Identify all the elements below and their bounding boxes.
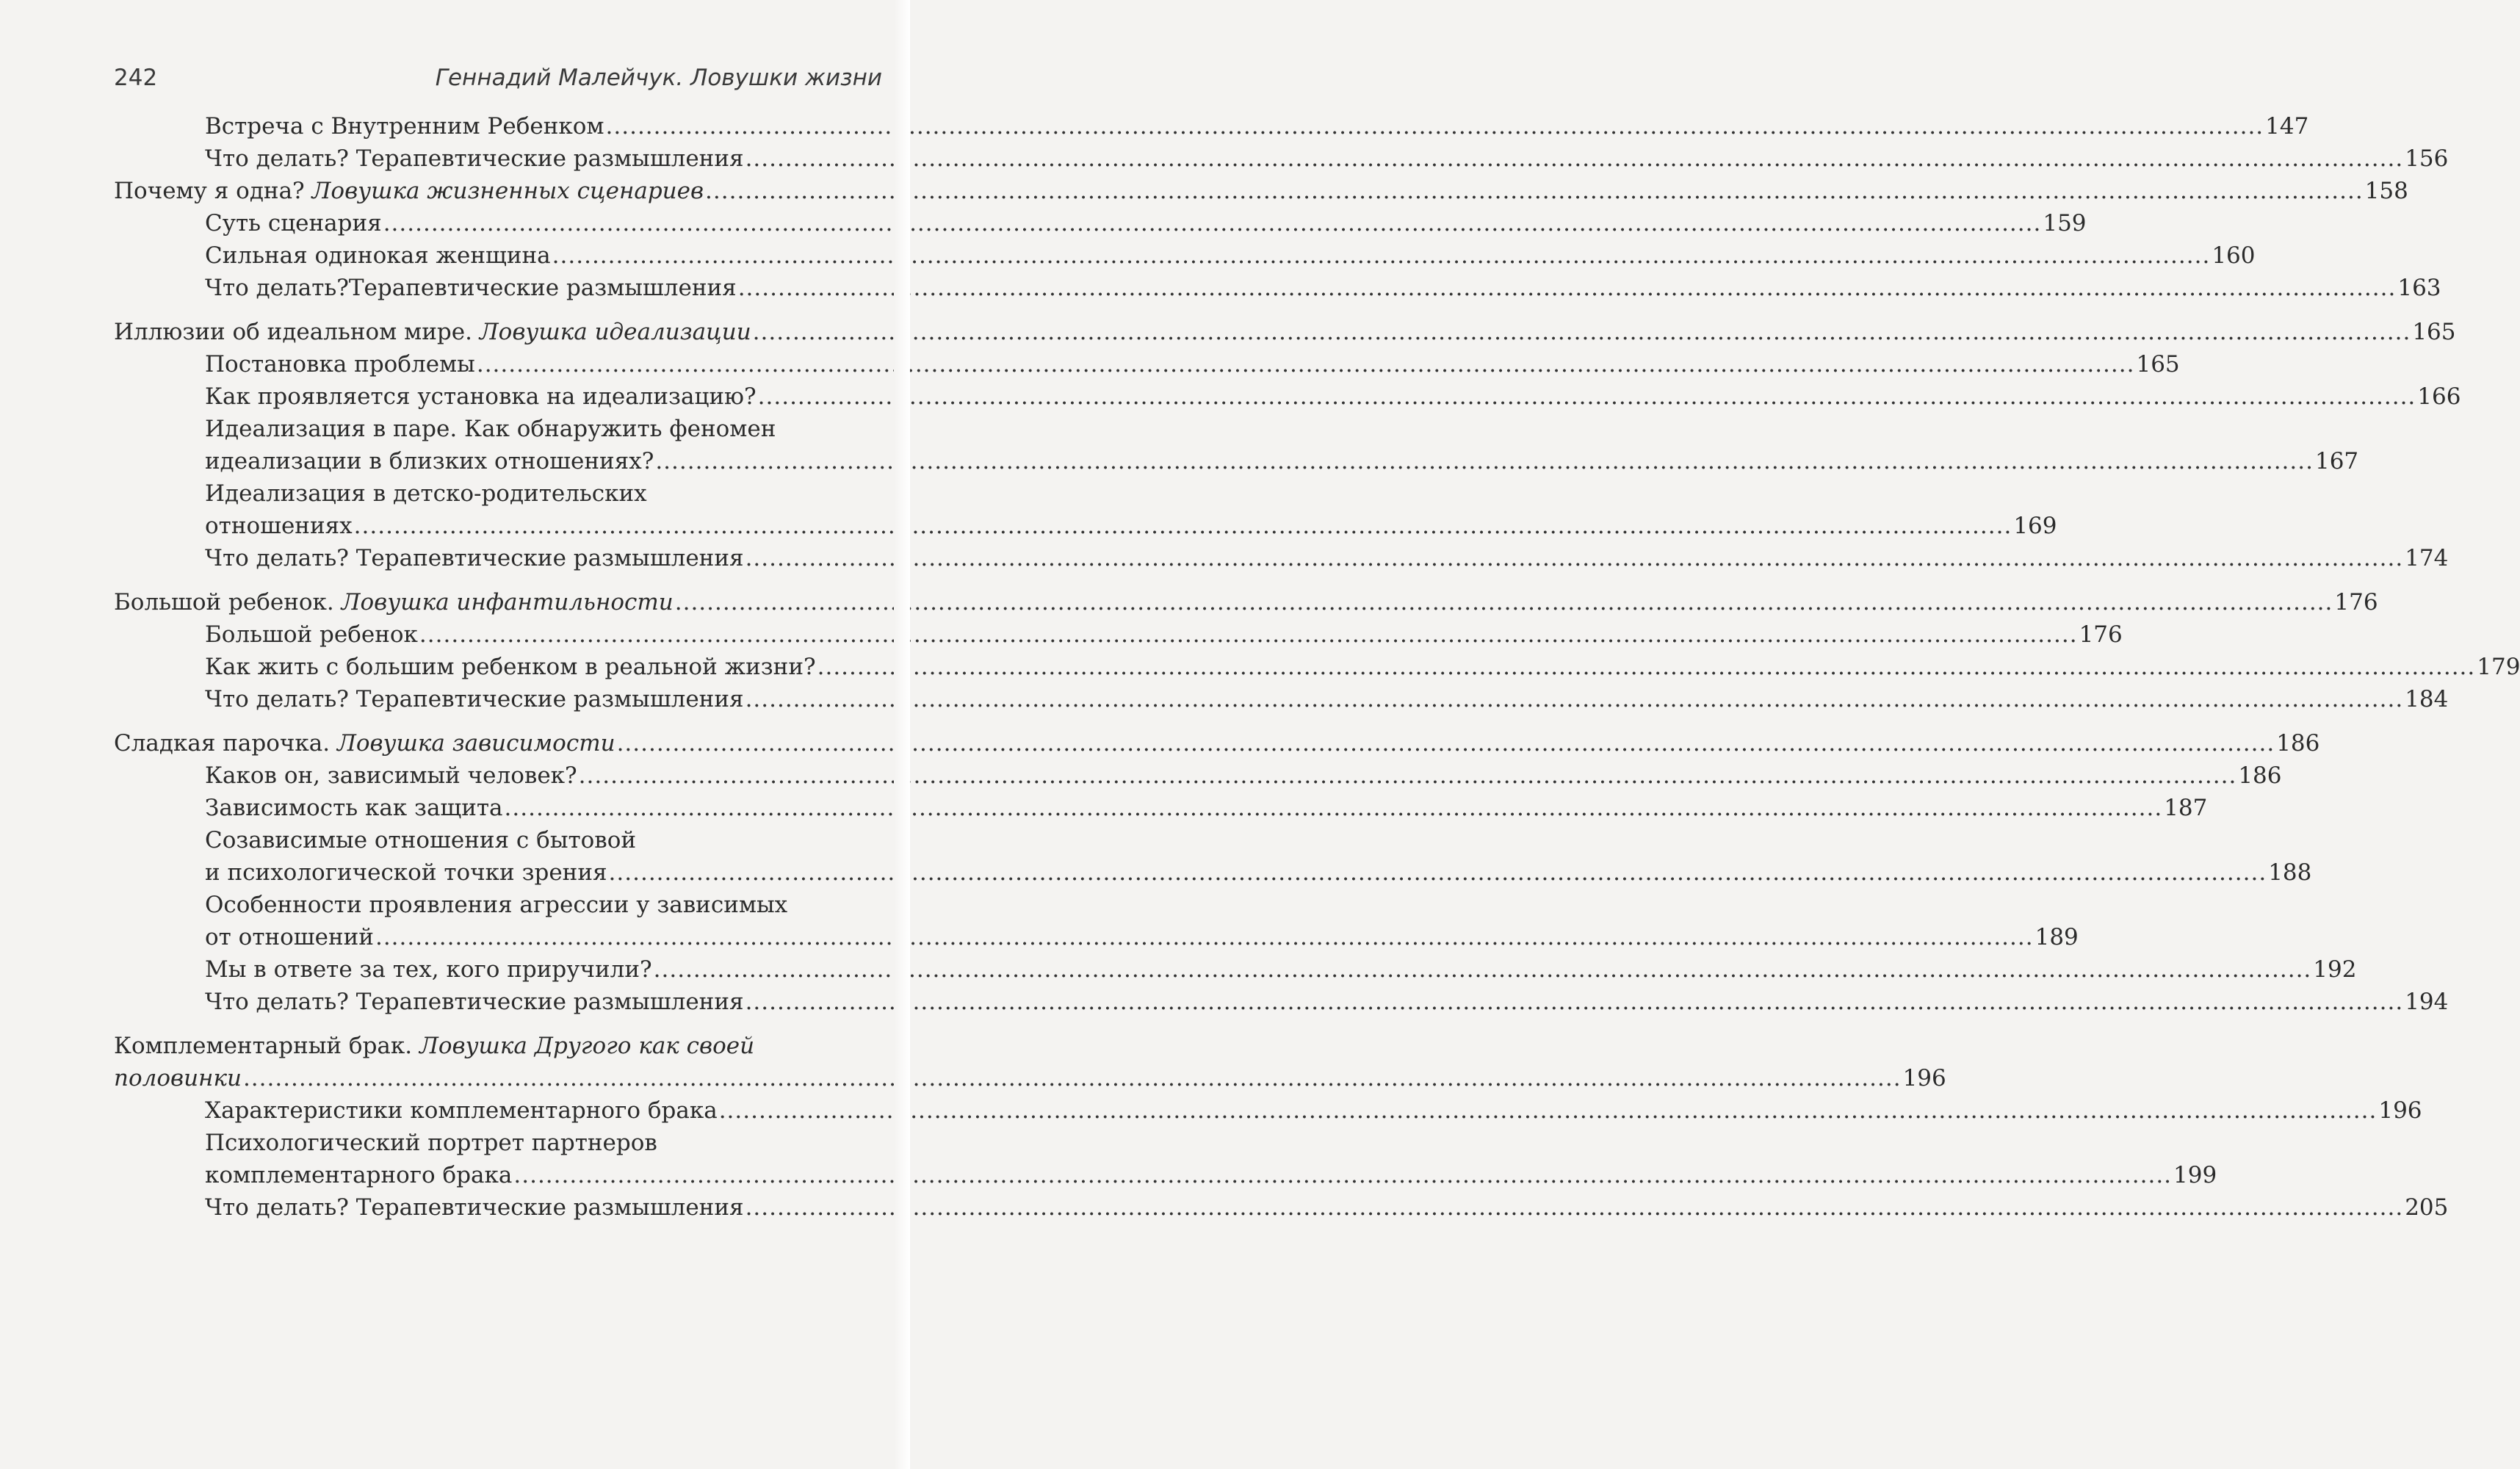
toc-entry-text: Суть сценария [205, 210, 382, 237]
toc-entry-line [114, 1062, 1946, 1094]
toc-entry-first-line [205, 889, 881, 921]
toc-entry-title [205, 856, 607, 889]
toc-entry-line [205, 272, 2441, 304]
toc-entry-text: Почему я одна? [114, 178, 305, 204]
toc-section [114, 1191, 2449, 1224]
toc-entry-title [205, 272, 737, 304]
dot-leader [383, 207, 2042, 239]
toc-entry-line [205, 792, 2208, 824]
toc-section [114, 1127, 2217, 1191]
toc-entry-line [205, 445, 2359, 477]
toc-entry-italic: Ловушка Другого как своей [419, 1033, 755, 1059]
toc-entry-text: Комплементарный брак. [114, 1033, 413, 1059]
toc-section [114, 142, 2449, 175]
dot-leader [719, 1094, 2378, 1127]
toc-entry-line [114, 586, 2378, 618]
running-title: Геннадий Малейчук. Ловушки жизни [435, 65, 882, 91]
toc-chapter [114, 175, 2408, 207]
dot-leader [705, 175, 2364, 207]
toc-section [114, 477, 2057, 542]
toc-page-number: 165 [2136, 351, 2180, 378]
dot-leader [745, 683, 2404, 715]
toc-entry-italic: Ловушка жизненных сценариев [311, 178, 704, 204]
toc-entry-text: Что делать? Терапевтические размышления [205, 989, 744, 1015]
toc-page-number: 192 [2313, 956, 2357, 983]
toc-page-number: 189 [2035, 924, 2079, 950]
dot-leader [505, 792, 2163, 824]
toc-entry-line [114, 727, 2320, 759]
toc-entry-text: и психологической точки зрения [205, 859, 607, 886]
toc-entry-line [205, 348, 2180, 380]
dot-leader [606, 110, 2264, 142]
toc-entry-first-line [205, 1127, 881, 1159]
toc-entry-title [205, 207, 382, 239]
dot-leader [513, 1159, 2172, 1191]
toc-entry-title [114, 586, 674, 618]
toc-entry-title [205, 953, 652, 986]
toc-entry-title [205, 1159, 512, 1191]
toc-entry-line [205, 683, 2449, 715]
page-number: 242 [114, 65, 158, 91]
toc-section [114, 207, 2087, 239]
dot-leader [817, 651, 2476, 683]
toc-page-number: 186 [2276, 730, 2320, 757]
toc-page-number: 194 [2405, 989, 2449, 1015]
toc-entry-title [205, 986, 744, 1018]
toc-page-number: 165 [2412, 319, 2456, 345]
toc-page-number: 199 [2173, 1162, 2217, 1188]
toc-entry-text: Большой ребенок. [114, 589, 334, 616]
dot-leader [552, 239, 2211, 272]
toc-page-number: 147 [2265, 113, 2309, 140]
toc-entry-text: Характеристики комплементарного брака [205, 1097, 718, 1124]
dot-leader [745, 1191, 2404, 1224]
page-edge [894, 0, 910, 1469]
toc-section [114, 889, 2079, 953]
toc-entry-line [205, 651, 2520, 683]
toc-page-number: 158 [2364, 178, 2408, 204]
toc-entry-text: Постановка проблемы [205, 351, 475, 378]
toc-entry-title [114, 316, 751, 348]
dot-leader [375, 921, 2034, 953]
toc-entry-text: Идеализация в детско-родительских [205, 480, 647, 507]
toc-entry-title [114, 175, 704, 207]
toc-chapter [114, 316, 2456, 348]
toc-entry-text: Как проявляется установка на идеализацию? [205, 383, 757, 410]
toc-page-number: 188 [2268, 859, 2312, 886]
toc-page-number: 176 [2334, 589, 2378, 616]
toc-entry-first-line [114, 1030, 881, 1062]
toc-entry-text: Созависимые отношения с бытовой [205, 827, 637, 853]
toc-entry-text: Иллюзии об идеальном мире. [114, 319, 472, 345]
toc-entry-italic: Ловушка зависимости [336, 730, 615, 757]
dot-leader [579, 759, 2237, 792]
toc-section [114, 413, 2359, 477]
toc-entry-title [205, 510, 353, 542]
dot-leader [609, 856, 2267, 889]
toc-entry-text: Каков он, зависимый человек? [205, 762, 577, 789]
dot-leader [419, 618, 2078, 651]
toc-entry-text: от отношений [205, 924, 374, 950]
toc-section [114, 542, 2449, 574]
toc-page-number: 184 [2405, 686, 2449, 712]
toc-entry-text: Мы в ответе за тех, кого приручили? [205, 956, 652, 983]
dot-leader [753, 316, 2411, 348]
dot-leader [477, 348, 2135, 380]
toc-entry-title [114, 1062, 242, 1094]
toc-entry-text: Что делать? Терапевтические размышления [205, 145, 744, 172]
toc-section [114, 618, 2123, 651]
toc-entry-line [205, 110, 2309, 142]
dot-leader [738, 272, 2397, 304]
toc-section [114, 953, 2357, 986]
toc-page-number: 160 [2212, 242, 2256, 269]
toc-page-number: 196 [2378, 1097, 2422, 1124]
toc-section [114, 986, 2449, 1018]
toc-entry-title [205, 618, 418, 651]
toc-page-number: 167 [2314, 448, 2359, 474]
toc-section [114, 683, 2449, 715]
toc-chapter [114, 1030, 1946, 1094]
toc-section [114, 110, 2309, 142]
toc-entry-title [205, 651, 816, 683]
toc-entry-line [114, 316, 2456, 348]
toc-entry-line [205, 618, 2123, 651]
toc-entry-line [205, 856, 2312, 889]
toc-entry-line [205, 1191, 2449, 1224]
toc-entry-text: Особенности проявления агрессии у зависимых [205, 892, 788, 918]
toc-entry-line [205, 953, 2357, 986]
toc-page-number: 174 [2405, 545, 2449, 571]
toc-section [114, 792, 2208, 824]
toc-section [114, 239, 2256, 272]
toc-entry-text: идеализации в близких отношениях? [205, 448, 654, 474]
toc-entry-title [205, 142, 744, 175]
toc-page-number: 166 [2417, 383, 2461, 410]
toc-entry-italic: половинки [114, 1065, 242, 1091]
toc-entry-line [205, 207, 2087, 239]
dot-leader [745, 986, 2404, 1018]
toc-entry-title [114, 727, 615, 759]
toc-chapter [114, 727, 2320, 759]
dot-leader [617, 727, 2275, 759]
toc-entry-title [205, 759, 577, 792]
toc-section [114, 759, 2282, 792]
toc-entry-line [205, 921, 2079, 953]
dot-leader [243, 1062, 1902, 1094]
toc-entry-text: комплементарного брака [205, 1162, 513, 1188]
toc-entry-text: Встреча с Внутренним Ребенком [205, 113, 604, 140]
toc-entry-text: Психологический портрет партнеров [205, 1130, 657, 1156]
toc-chapter [114, 586, 2378, 618]
dot-leader [745, 542, 2404, 574]
table-of-contents [114, 110, 2520, 1224]
toc-entry-title [205, 683, 744, 715]
toc-entry-italic: Ловушка идеализации [479, 319, 751, 345]
toc-page-number: 169 [2013, 513, 2057, 539]
toc-entry-text: Сладкая парочка. [114, 730, 331, 757]
toc-entry-first-line [205, 413, 881, 445]
toc-section [114, 272, 2441, 304]
toc-entry-first-line [205, 477, 881, 510]
toc-entry-title [205, 348, 475, 380]
toc-entry-line [205, 1159, 2217, 1191]
toc-page-number: 176 [2079, 621, 2123, 648]
toc-section [114, 348, 2180, 380]
toc-entry-line [205, 239, 2256, 272]
dot-leader [758, 380, 2416, 413]
toc-page-number: 186 [2238, 762, 2282, 789]
toc-page-number: 187 [2164, 795, 2208, 821]
toc-entry-line [205, 380, 2461, 413]
toc-section [114, 380, 2461, 413]
toc-entry-title [205, 542, 744, 574]
toc-entry-title [205, 110, 604, 142]
toc-entry-line [205, 1094, 2422, 1127]
dot-leader [354, 510, 2012, 542]
toc-entry-line [205, 510, 2057, 542]
toc-entry-first-line [205, 824, 881, 856]
toc-entry-line [114, 175, 2408, 207]
toc-section [114, 1094, 2422, 1127]
toc-entry-text: Что делать?Терапевтические размышления [205, 275, 737, 301]
toc-entry-title [205, 445, 654, 477]
toc-page-number: 179 [2477, 654, 2520, 680]
toc-entry-text: Как жить с большим ребенком в реальной жизни? [205, 654, 816, 680]
toc-entry-title [205, 792, 503, 824]
toc-page-number: 205 [2405, 1194, 2449, 1221]
toc-entry-text: Сильная одинокая женщина [205, 242, 551, 269]
toc-entry-text: отношениях [205, 513, 353, 539]
toc-page-number: 156 [2405, 145, 2449, 172]
toc-entry-line [205, 759, 2282, 792]
page-header [114, 65, 882, 101]
toc-entry-italic: Ловушка инфантильности [341, 589, 674, 616]
toc-entry-text: Что делать? Терапевтические размышления [205, 1194, 744, 1221]
toc-section [114, 651, 2520, 683]
toc-section [114, 824, 2312, 889]
toc-entry-line [205, 986, 2449, 1018]
toc-page-number: 196 [1902, 1065, 1946, 1091]
toc-entry-title [205, 1094, 718, 1127]
dot-leader [675, 586, 2333, 618]
toc-entry-text: Что делать? Терапевтические размышления [205, 686, 744, 712]
toc-entry-line [205, 542, 2449, 574]
toc-entry-line [205, 142, 2449, 175]
toc-entry-text: Идеализация в паре. Как обнаружить феномен [205, 416, 776, 442]
toc-page-number: 163 [2397, 275, 2441, 301]
toc-entry-text: Большой ребенок [205, 621, 418, 648]
toc-entry-text: Зависимость как защита [205, 795, 503, 821]
toc-entry-title [205, 239, 551, 272]
toc-entry-title [205, 921, 374, 953]
toc-entry-text: Что делать? Терапевтические размышления [205, 545, 744, 571]
toc-entry-title [205, 380, 757, 413]
dot-leader [745, 142, 2404, 175]
toc-entry-title [205, 1191, 744, 1224]
toc-page-number: 159 [2043, 210, 2087, 237]
